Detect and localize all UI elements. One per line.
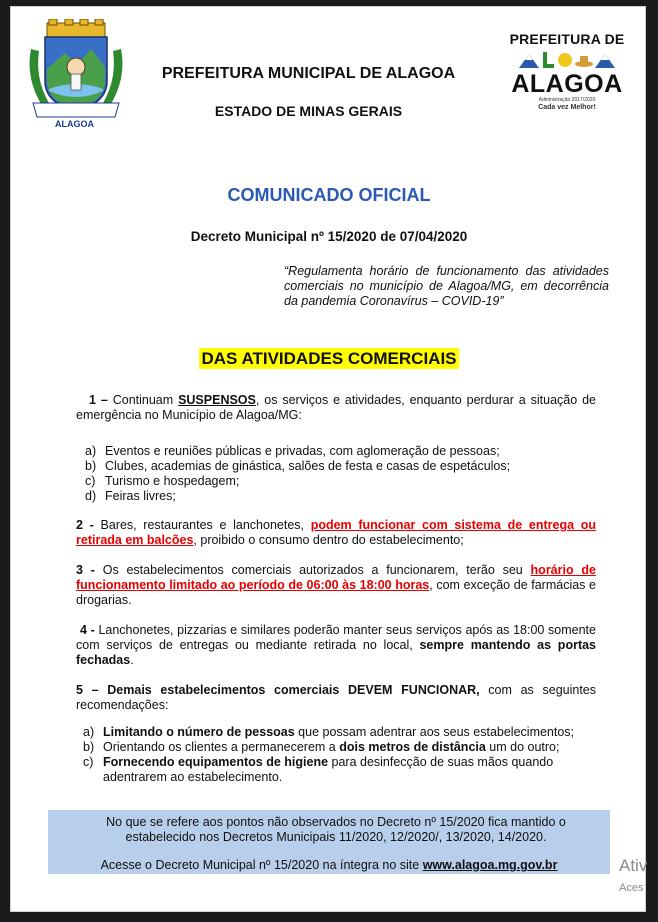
sun-icon bbox=[557, 52, 573, 68]
p1-rest: , os serviços e atividades, enquanto perdurar a situação de emergência no Município de Alagoa/MG: bbox=[76, 393, 596, 422]
section-title bbox=[11, 349, 647, 369]
p1-bold: SUSPENSOS bbox=[178, 393, 256, 407]
decree-reference: Decreto Municipal nº 15/2020 de 07/04/2020 bbox=[190, 229, 468, 244]
mountain-icon bbox=[519, 52, 539, 68]
logo-big-text: ALAGOA bbox=[511, 70, 623, 98]
website-link[interactable]: www.alagoa.mg.gov.br bbox=[422, 858, 558, 872]
list-item: c) Turismo e hospedagem; bbox=[85, 474, 240, 488]
p1-pre: Continuam bbox=[107, 393, 179, 407]
section-title-text: DAS ATIVIDADES COMERCIAIS bbox=[201, 349, 457, 368]
mountain-icon-2 bbox=[595, 52, 615, 68]
paragraph-5: 5 – Demais estabelecimentos comerciais DEVEM FUNCIONAR, com as seguintes recomendações: bbox=[76, 683, 596, 712]
activation-watermark-title: Ativ bbox=[619, 856, 648, 875]
header-title: PREFEITURA MUNICIPAL DE ALAGOA bbox=[161, 65, 456, 82]
p1-lead: 1 – bbox=[89, 393, 108, 407]
p3-lead: 3 - bbox=[76, 563, 95, 577]
paragraph-2: 2 - Bares, restaurantes e lanchonetes, podem funcionar com sistema de entrega ou retirada em balcões, proibido o consumo dentro do estabelecimento; bbox=[76, 518, 597, 547]
document-page bbox=[10, 6, 646, 912]
p2-highlight: podem funcionar com sistema de entrega ou retirada em balcões bbox=[76, 518, 597, 547]
list-item: b) Clubes, academias de ginástica, salões de festa e casas de espetáculos; bbox=[85, 459, 511, 473]
paragraph-3: 3 - Os estabelecimentos comerciais autorizados a funcionarem, terão seu horário de funcionamento limitado ao período de 06:00 às 18:00 horas, com exceção de farmácias e drogarias. bbox=[76, 563, 596, 607]
document-title: COMUNICADO OFICIAL bbox=[227, 185, 431, 205]
p2-lead: 2 - bbox=[76, 518, 94, 532]
municipal-crest bbox=[25, 19, 127, 129]
activation-watermark-subtitle: Aces bbox=[619, 882, 644, 894]
list-suspended bbox=[85, 444, 605, 504]
list-item: a) Limitando o número de pessoas que possam adentrar aos seus estabelecimentos; bbox=[83, 725, 575, 739]
p5-bold: 5 – Demais estabelecimentos comerciais DEVEM FUNCIONAR, bbox=[76, 683, 480, 697]
list-item: c) Fornecendo equipamentos de higiene para desinfecção de suas mãos quando adentrarem ao estabelecimento. bbox=[83, 755, 554, 784]
info-access: Acesse o Decreto Municipal nº 15/2020 na íntegra no site www.alagoa.mg.gov.br bbox=[100, 858, 558, 872]
info-text: No que se refere aos pontos não observados no Decreto nº 15/2020 fica mantido o estabelecido nos Decretos Municipais 11/2020, 12/2020/, 13/2020, 14/2020. bbox=[106, 815, 566, 844]
logo-slogan: Cada vez Melhor! bbox=[538, 104, 596, 111]
hat-icon bbox=[575, 52, 593, 68]
list-item: d) Feiras livres; bbox=[85, 489, 176, 503]
list-item: a) Eventos e reuniões públicas e privadas, com aglomeração de pessoas; bbox=[85, 444, 500, 458]
paragraph-1 bbox=[76, 393, 596, 423]
paragraph-4: 4 - Lanchonetes, pizzarias e similares poderão manter seus serviços após as 18:00 somente com serviços de entregas ou mediante retirada no local, sempre mantendo as portas fechadas. bbox=[76, 623, 597, 667]
letter-l-icon bbox=[541, 52, 555, 68]
logo-administration: Administração 2017/2020 bbox=[538, 97, 596, 103]
crest-ribbon-text: ALAGOA bbox=[55, 119, 94, 129]
p4-lead: 4 - bbox=[80, 623, 95, 637]
header-subtitle: ESTADO DE MINAS GERAIS bbox=[214, 103, 403, 119]
logo-top-text: PREFEITURA DE bbox=[509, 31, 625, 47]
logo-icons bbox=[497, 49, 637, 71]
info-box bbox=[48, 810, 610, 874]
crest-icon bbox=[25, 19, 127, 119]
p3-highlight: horário de funcionamento limitado ao período de 06:00 às 18:00 horas bbox=[76, 563, 596, 592]
p4-bold: sempre mantendo as portas fechadas bbox=[76, 638, 597, 667]
list-item: b) Orientando os clientes a permanecerem a dois metros de distância um do outro; bbox=[83, 740, 560, 754]
prefeitura-logo bbox=[497, 31, 637, 127]
decree-ementa: “Regulamenta horário de funcionamento das atividades comerciais no município de Alagoa/MG, em decorrência da pandemia Coronavírus – COVID-19” bbox=[284, 264, 609, 308]
list-recommendations bbox=[83, 725, 598, 785]
